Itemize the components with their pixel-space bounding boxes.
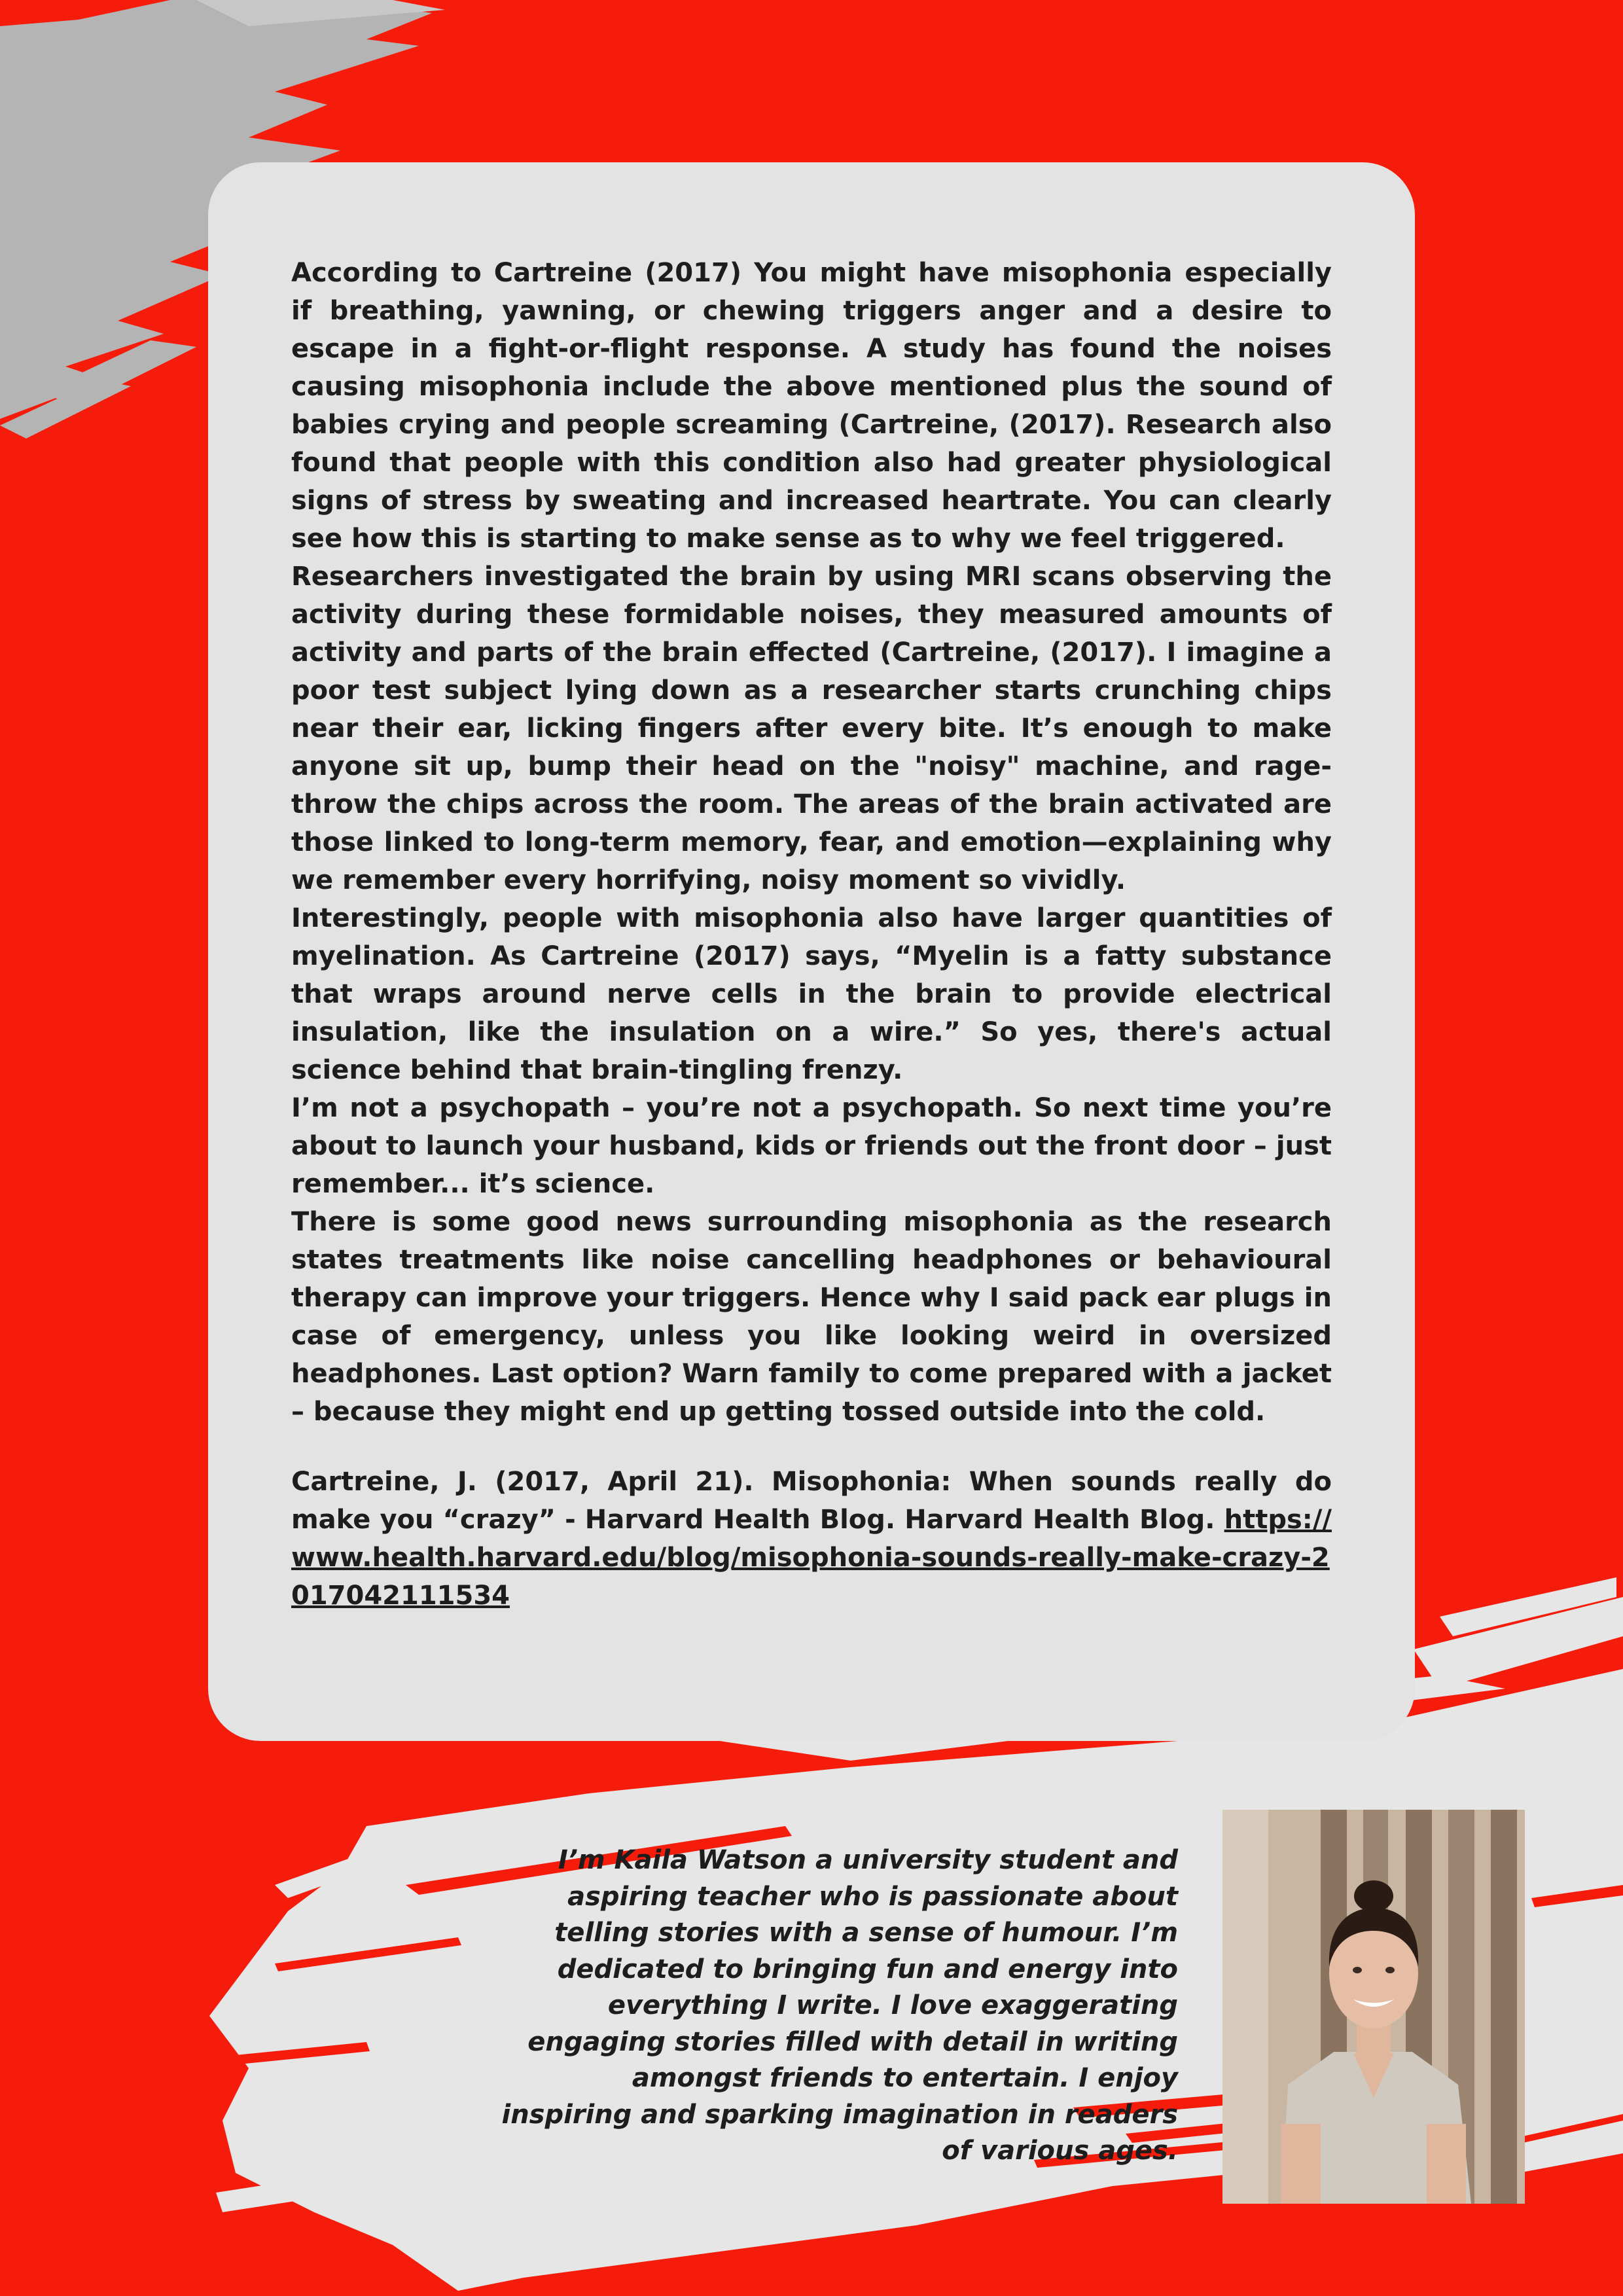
- reference-block: [291, 1463, 1332, 1615]
- article-paragraph: Researchers investigated the brain by using MRI scans observing the activity during these formidable noises, they measured amounts of activity and parts of the brain effected (Cartreine, (2017). I imagine a poor test subject lying down as a researcher starts crunching chips near their ear, licking fingers after every bite. It’s enough to make anyone sit up, bump their head on the "noisy" machine, and rage-throw the chips across the room. The areas of the brain activated are those linked to long-term memory, fear, and emotion—explaining why we remember every horrifying, noisy moment so vividly.: [291, 562, 1332, 895]
- author-bio: I’m Kaila Watson a university student and aspiring teacher who is passionate about telling stories with a sense of humour. I’m dedicated to bringing fun and energy into everything I write. I love exaggerating engaging stories filled with detail in writing amongst friends to entertain. I enjoy inspiring and sparking imagination in readers of various ages.: [501, 1845, 1178, 2166]
- reference-citation: Cartreine, J. (2017, April 21). Misophonia: When sounds really do make you “crazy” - Harvard Health Blog. Harvard Health Blog.: [291, 1467, 1332, 1535]
- article-paragraph: Interestingly, people with misophonia also have larger quantities of myelination. As Cartreine (2017) says, “Myelin is a fatty substance that wraps around nerve cells in the brain to provide electrical insulation, like the insulation on a wire.” So yes, there's actual science behind that brain-tingling frenzy.: [291, 903, 1332, 1085]
- author-photo: [1222, 1810, 1525, 2204]
- article-paragraph: There is some good news surrounding misophonia as the research states treatments like noise cancelling headphones or behavioural therapy can improve your triggers. Hence why I said pack ear plugs in case of emergency, unless you like looking weird in oversized headphones. Last option? Warn family to come prepared with a jacket – because they might end up getting tossed outside into the cold.: [291, 1207, 1332, 1427]
- article-paragraph: According to Cartreine (2017) You might have misophonia especially if breathing, yawning, or chewing triggers anger and a desire to escape in a fight-or-flight response. A study has found the noises causing misophonia include the above mentioned plus the sound of babies crying and people screaming (Cartreine, (2017). Research also found that people with this condition also had greater physiological signs of stress by sweating and increased heartrate. You can clearly see how this is starting to make sense as to why we feel triggered.: [291, 258, 1332, 554]
- reference-link[interactable]: https://www.health.harvard.edu/blog/misophonia-sounds-really-make-crazy-2017042111534: [291, 1505, 1332, 1611]
- article-body: [291, 254, 1332, 1431]
- article-paragraph: I’m not a psychopath – you’re not a psychopath. So next time you’re about to launch your husband, kids or friends out the front door – just remember... it’s science.: [291, 1093, 1332, 1199]
